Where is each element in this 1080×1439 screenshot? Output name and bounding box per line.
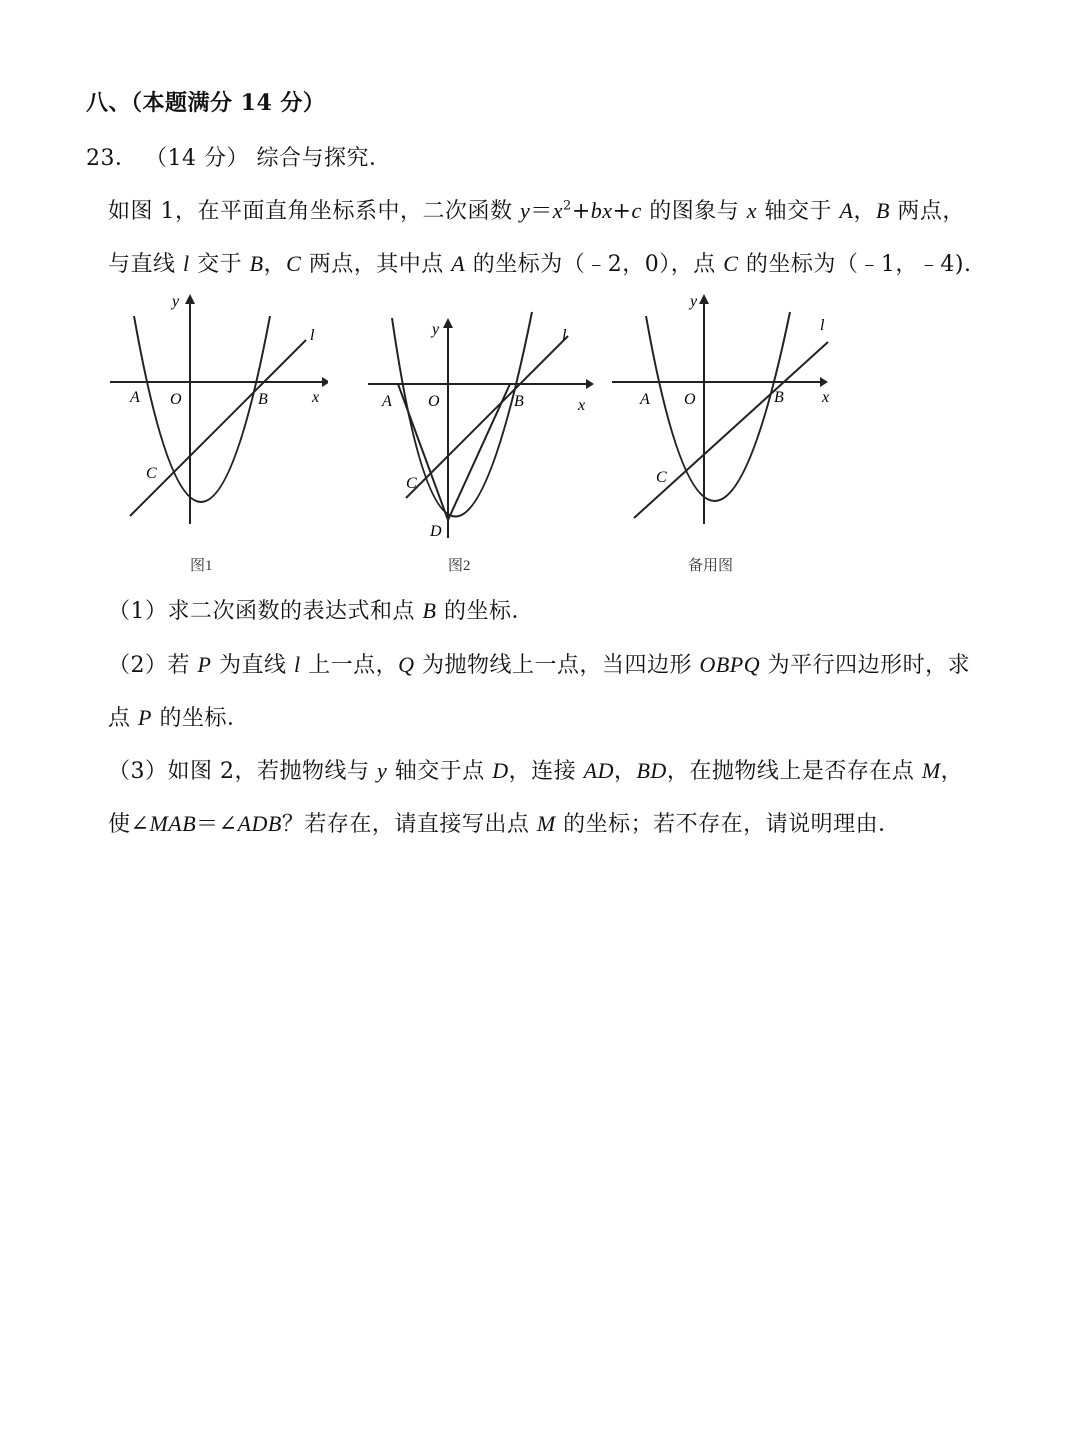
part-text: 为平行四边形时，求	[760, 653, 971, 678]
intro-text: 的图象与	[641, 199, 747, 224]
part-text: 轴交于点	[387, 759, 493, 784]
y-axis-arrow-icon	[443, 318, 453, 328]
intro-text: 与直线	[108, 252, 183, 277]
quadrilateral-label: OBPQ	[699, 652, 761, 677]
part-3-line-2	[108, 807, 901, 838]
intro-text: 的坐标为（﹣1，﹣4).	[738, 252, 972, 277]
part-text: 点	[108, 706, 138, 731]
segment-label: BD	[636, 758, 667, 783]
point-label: A	[451, 251, 466, 276]
label-C: C	[656, 469, 667, 486]
intro-line-2	[108, 247, 971, 278]
figure-caption: 图1	[190, 558, 213, 574]
question-topic: 综合与探究．	[256, 146, 392, 171]
point-label: C	[286, 251, 302, 276]
label-l: l	[820, 317, 825, 334]
math-op: ＝	[530, 199, 553, 224]
figure-caption: 备用图	[688, 558, 734, 574]
part-2-line-2	[108, 701, 249, 732]
angle-label: MAB	[149, 811, 197, 836]
part-text: ，在抛物线上是否存在点	[666, 759, 922, 784]
intro-text: 两点，	[889, 199, 965, 224]
label-B: B	[774, 389, 784, 406]
figure-1	[108, 288, 328, 578]
section-heading-text: 八、（本题满分 14 分）	[86, 90, 326, 116]
point-label: P	[197, 652, 212, 677]
point-label: A	[839, 198, 854, 223]
math-var: x	[552, 198, 564, 223]
math-var: l	[183, 251, 190, 276]
math-var: l	[293, 652, 301, 677]
point-label: M	[921, 758, 941, 783]
label-D: D	[430, 523, 442, 540]
label-A: A	[640, 391, 650, 408]
part-text: ，连接	[508, 759, 584, 784]
intro-text: 交于	[189, 252, 250, 277]
segment-AD	[398, 384, 448, 520]
label-y: y	[172, 293, 180, 310]
part-text: ，	[613, 759, 637, 784]
label-C: C	[146, 465, 157, 482]
intro-text: 轴交于	[757, 199, 840, 224]
part-1	[108, 594, 534, 625]
figure-2	[366, 288, 596, 578]
point-label: D	[492, 758, 509, 783]
label-O: O	[684, 391, 696, 408]
point-label: B	[249, 251, 264, 276]
label-A: A	[130, 389, 140, 406]
part-text: 的坐标；若不存在，请说明理由．	[555, 812, 901, 837]
y-axis-arrow-icon	[185, 294, 195, 304]
part-text: 为直线	[211, 653, 294, 678]
part-text: 上一点，	[300, 653, 399, 678]
point-label: C	[723, 251, 739, 276]
figure-caption: 图2	[448, 558, 471, 574]
point-label: M	[536, 811, 556, 836]
intro-text: 的坐标为（﹣2，0），点	[465, 252, 724, 277]
x-axis-arrow-icon	[820, 377, 828, 387]
point-label: Q	[398, 652, 415, 677]
part-text: （2）若	[108, 653, 198, 678]
part-text: （3）如图 2，若抛物线与	[108, 759, 377, 784]
figure-3	[610, 288, 833, 578]
figure-row	[108, 288, 833, 578]
part-text: （1）求二次函数的表达式和点	[108, 599, 423, 624]
segment-BD	[448, 384, 510, 520]
label-O: O	[428, 393, 440, 410]
label-l: l	[310, 327, 315, 344]
intro-text: ，	[853, 199, 876, 224]
label-y: y	[690, 293, 698, 310]
part-text: 的坐标．	[151, 706, 250, 731]
label-l: l	[562, 327, 567, 344]
question-number: 23．	[86, 146, 138, 171]
label-B: B	[258, 391, 268, 408]
part-text: ＝∠	[196, 812, 238, 837]
label-x: x	[578, 397, 586, 414]
question-score: （14 分）	[145, 146, 249, 171]
section-heading	[86, 86, 325, 117]
x-axis-arrow-icon	[322, 377, 328, 387]
part-3-line-1	[108, 754, 963, 785]
math-var: x	[746, 198, 757, 223]
label-B: B	[514, 393, 524, 410]
part-text: 为抛物线上一点，当四边形	[414, 653, 700, 678]
math-var: y	[520, 198, 531, 223]
math-var: bx	[590, 198, 613, 223]
question-header	[86, 141, 392, 172]
math-exponent: 2	[563, 198, 572, 214]
intro-line-1	[108, 194, 965, 225]
y-axis-arrow-icon	[699, 294, 709, 304]
part-text: ？若存在，请直接写出点	[281, 812, 537, 837]
point-label: B	[422, 598, 437, 623]
point-label: B	[875, 198, 890, 223]
parabola	[646, 312, 790, 501]
part-text: ，	[940, 759, 964, 784]
label-A: A	[382, 393, 392, 410]
label-C: C	[406, 475, 417, 492]
x-axis-arrow-icon	[586, 379, 594, 389]
intro-text: 如图 1，在平面直角坐标系中，二次函数	[108, 199, 520, 224]
angle-label: ADB	[237, 811, 282, 836]
label-x: x	[312, 389, 320, 406]
math-op: +	[612, 199, 632, 224]
intro-text: 两点，其中点	[301, 252, 452, 277]
label-O: O	[170, 391, 182, 408]
intro-text: ，	[263, 252, 287, 277]
label-y: y	[432, 321, 440, 338]
math-var: y	[376, 758, 388, 783]
label-x: x	[822, 389, 830, 406]
point-label: P	[138, 705, 152, 730]
math-op: +	[571, 199, 591, 224]
part-text: 的坐标．	[436, 599, 534, 624]
part-text: 使∠	[108, 812, 150, 837]
part-2-line-1	[108, 648, 970, 679]
math-var: c	[631, 198, 642, 223]
segment-label: AD	[583, 758, 614, 783]
